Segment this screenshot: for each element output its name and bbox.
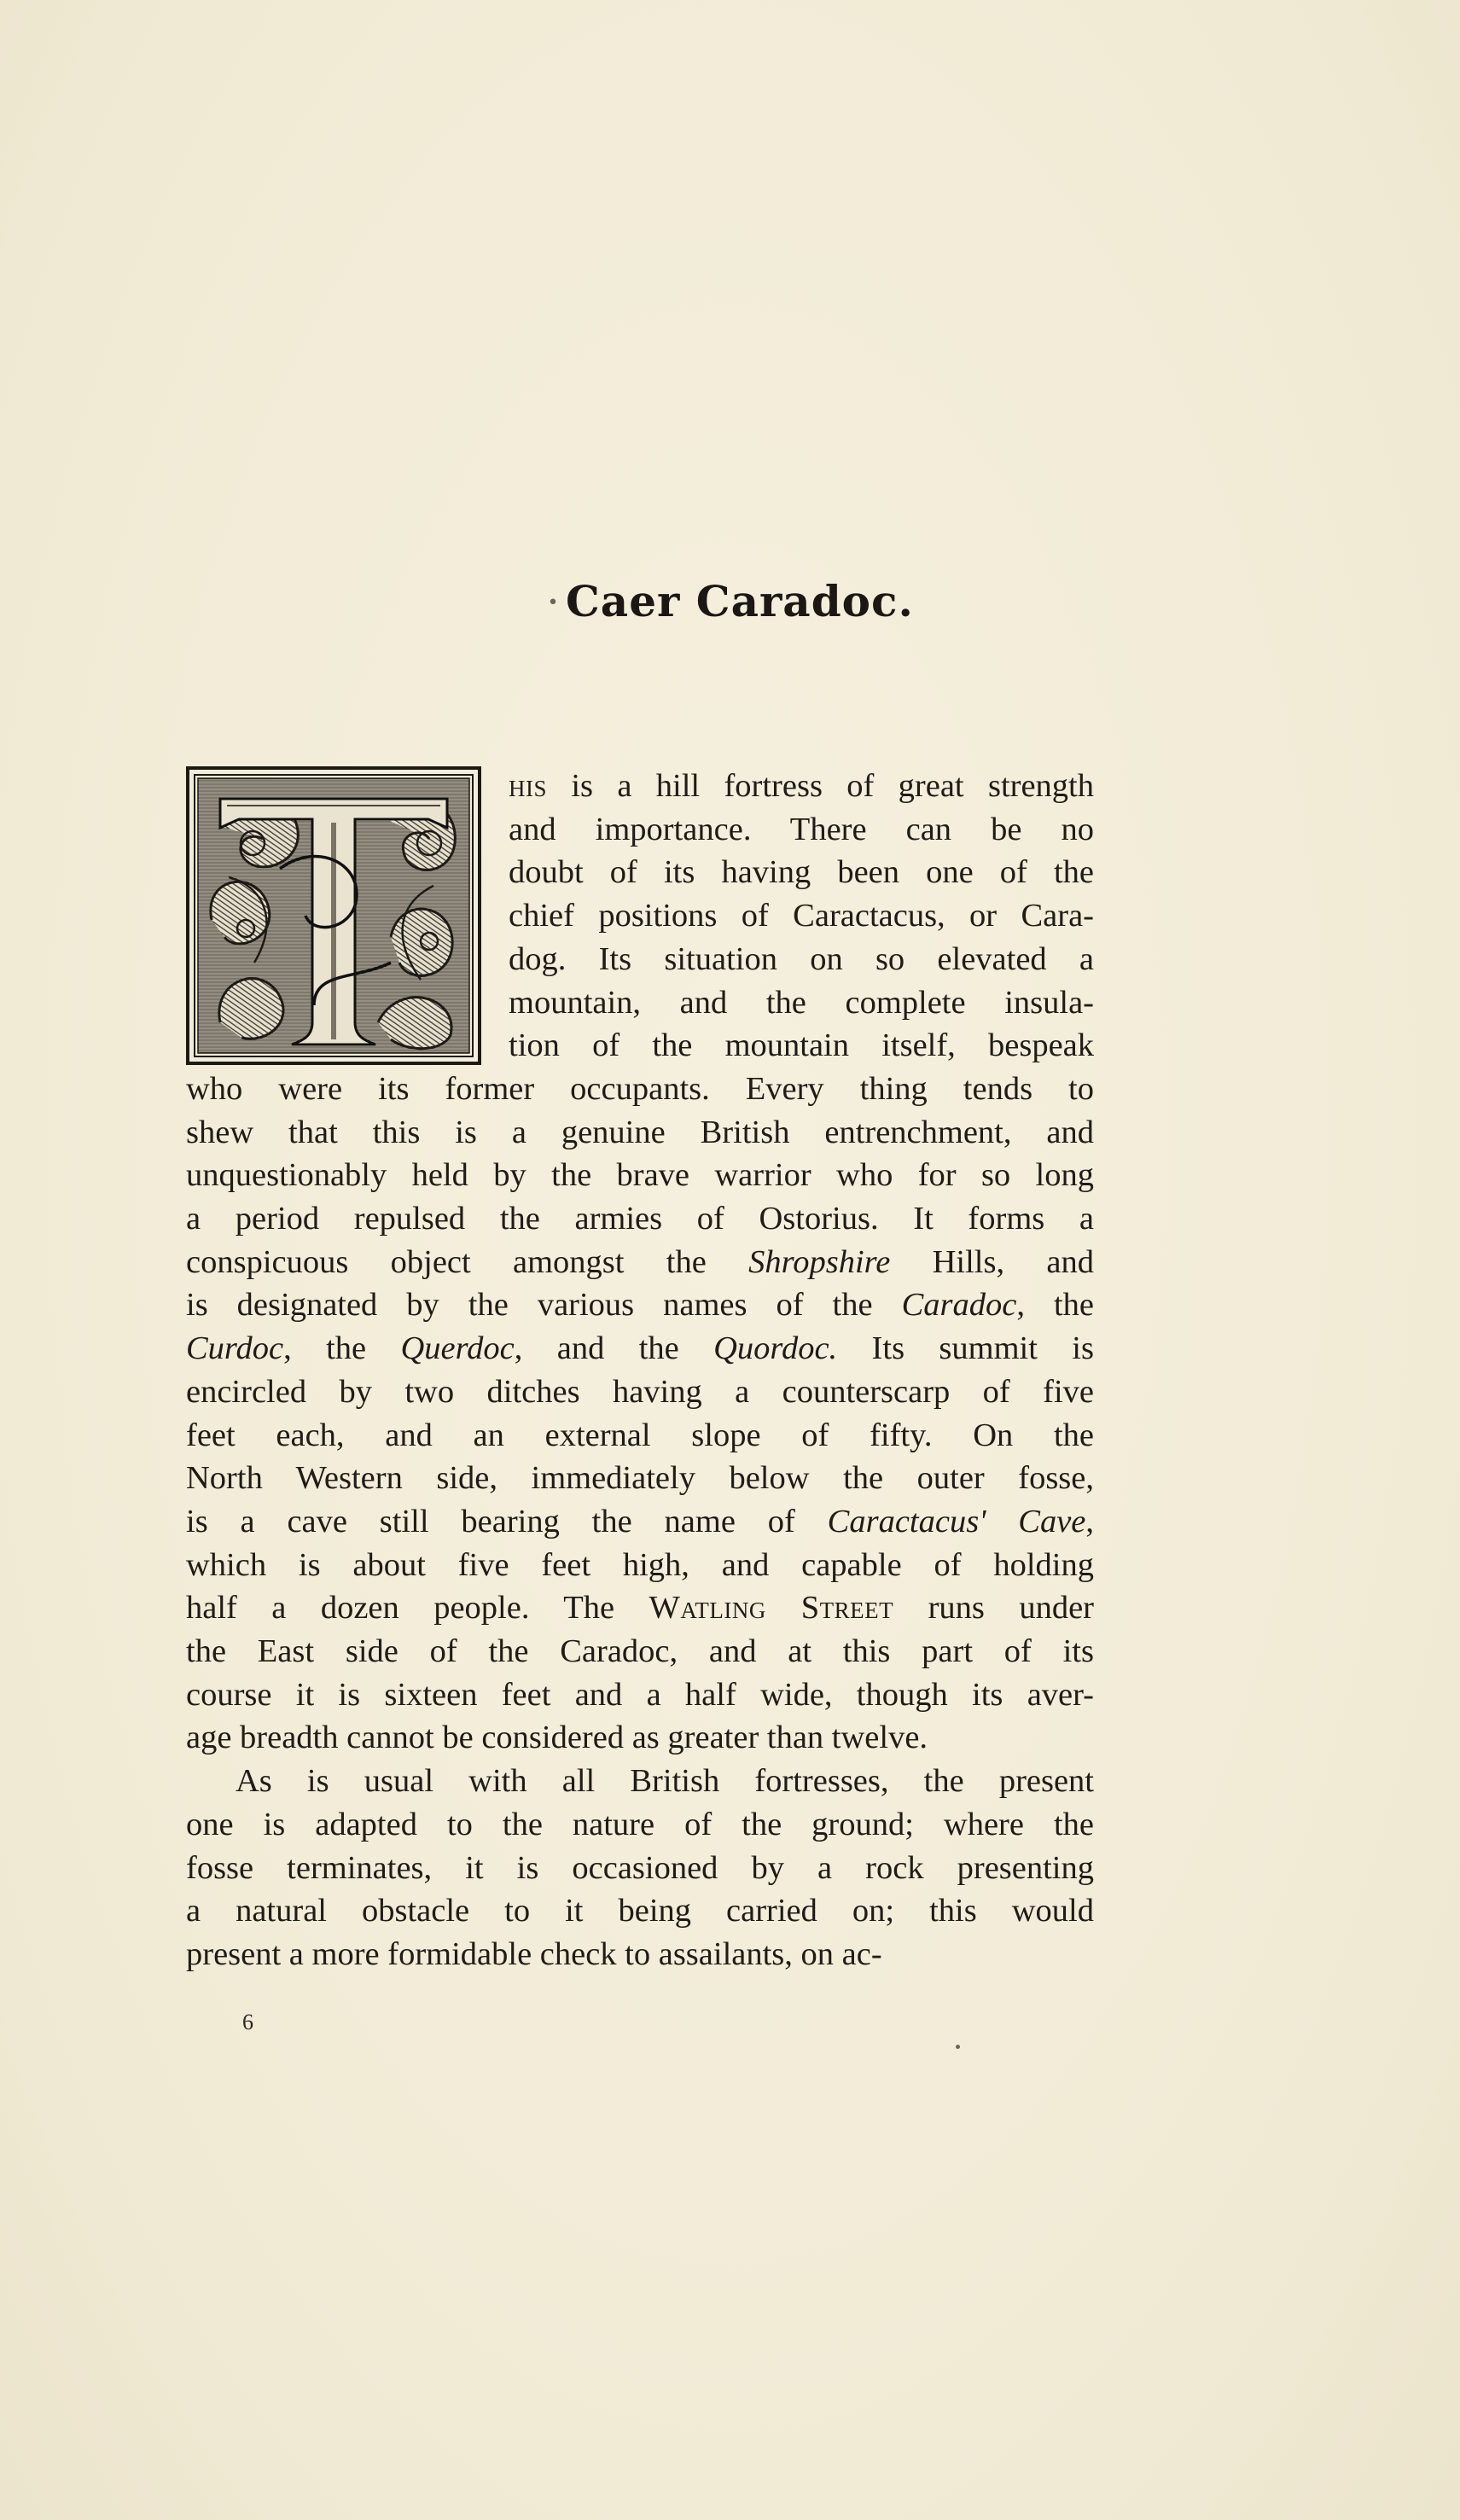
title-ornament-dot: · xyxy=(546,577,561,626)
text-run: , xyxy=(1085,1503,1094,1539)
text-run: which is about five feet high, and capable of holding xyxy=(186,1546,1094,1583)
text-line xyxy=(186,1202,1094,1236)
text-line xyxy=(236,1765,1094,1798)
text-line xyxy=(509,813,1094,847)
text-run: is a cave still bearing the name of xyxy=(186,1503,828,1539)
text-line xyxy=(186,1116,1094,1149)
text-run: feet each, and an external slope of fifty. On the xyxy=(186,1417,1094,1453)
text-line xyxy=(509,940,1094,977)
text-line xyxy=(186,1070,1094,1107)
text-run: is designated by the various names of the xyxy=(186,1287,902,1324)
text-run: Curdoc xyxy=(186,1330,284,1367)
text-line xyxy=(186,1419,1094,1452)
text-line xyxy=(186,1849,1094,1886)
text-run: , the xyxy=(1016,1287,1094,1324)
text-run: dog. Its situation on so elevated a xyxy=(509,940,1094,977)
text-run: conspicuous object amongst the xyxy=(186,1243,749,1280)
text-run: course it is sixteen feet and a half wide, though its aver- xyxy=(186,1676,1094,1713)
text-run: Caractacus' Cave xyxy=(827,1503,1086,1539)
paper-speck xyxy=(956,2045,960,2049)
text-run: Its summit is xyxy=(837,1330,1094,1367)
text-line xyxy=(186,1505,1094,1539)
text-run: shew that this is a genuine British entrenchment, and xyxy=(186,1114,1094,1150)
text-run: the East side of the Caradoc, and at this part of its xyxy=(186,1633,1094,1669)
text-run: and importance. There can be no xyxy=(509,811,1094,847)
text-run: tion of the mountain itself, bespeak xyxy=(509,1027,1094,1064)
text-run: Caradoc xyxy=(901,1287,1017,1324)
text-run: one is adapted to the nature of the ground; where the xyxy=(186,1806,1094,1842)
text-run: unquestionably held by the brave warrior who for so long xyxy=(186,1157,1094,1194)
page-number: 6 xyxy=(242,2010,253,2034)
text-line xyxy=(186,1462,1094,1495)
text-run: a period repulsed the armies of Ostorius. It forms a xyxy=(186,1201,1094,1237)
text-line xyxy=(186,1332,1094,1365)
text-line xyxy=(186,1676,1094,1713)
text-line xyxy=(186,1159,1094,1192)
text-line xyxy=(186,1243,1095,1280)
text-run: doubt of its having been one of the xyxy=(509,854,1094,891)
text-line xyxy=(509,899,1094,933)
text-run: As is usual with all British fortresses, the present xyxy=(236,1763,1094,1800)
text-run: a natural obstacle to it being carried on; this would xyxy=(186,1893,1094,1929)
text-run: runs under xyxy=(893,1590,1095,1627)
text-run: his xyxy=(509,768,548,804)
title-text: Caer Caradoc. xyxy=(566,576,914,626)
text-line xyxy=(186,1635,1094,1668)
text-run: age breadth cannot be considered as greater than twelve. xyxy=(186,1720,928,1756)
text-run: , and the xyxy=(514,1330,714,1367)
text-run: chief positions of Caractacus, or Cara- xyxy=(509,898,1094,934)
text-line xyxy=(509,1029,1094,1062)
text-run: Watling Street xyxy=(649,1590,894,1627)
text-line xyxy=(186,1373,1094,1410)
text-line xyxy=(186,1546,1094,1583)
text-run: fosse terminates, it is occasioned by a rock presenting xyxy=(186,1849,1094,1886)
text-run: mountain, and the complete insula- xyxy=(509,984,1094,1021)
text-line xyxy=(509,856,1094,889)
text-line xyxy=(186,1808,1094,1842)
text-run: encircled by two ditches having a counterscarp of five xyxy=(186,1373,1094,1410)
text-run: present a more formidable check to assailants, on ac- xyxy=(186,1935,882,1972)
text-line xyxy=(186,1289,1094,1322)
text-run: half a dozen people. The xyxy=(186,1590,649,1627)
text-run: Hills, and xyxy=(890,1243,1095,1280)
text-run: , the xyxy=(283,1330,401,1367)
text-run: who were its former occupants. Every thing tends to xyxy=(186,1070,1094,1107)
text-run: is a hill fortress of great strength xyxy=(547,768,1094,804)
text-run: Quordoc. xyxy=(713,1330,838,1367)
text-line xyxy=(186,1894,1094,1928)
text-line xyxy=(509,770,1094,803)
text-run: Querdoc xyxy=(400,1330,515,1367)
text-line xyxy=(186,1721,1094,1755)
text-line xyxy=(186,1592,1094,1625)
text-line xyxy=(509,986,1094,1020)
text-line xyxy=(186,1935,1094,1972)
text-run: Shropshire xyxy=(748,1243,891,1280)
text-run: North Western side, immediately below the outer fosse, xyxy=(186,1460,1094,1497)
